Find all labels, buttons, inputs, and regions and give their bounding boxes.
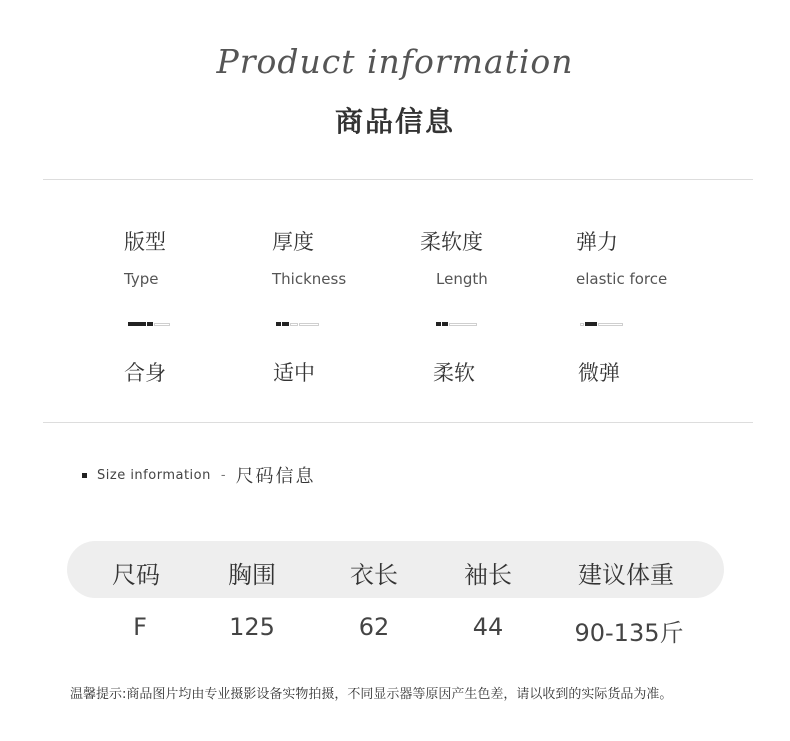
attribute-softness-cn-label: 柔软度 bbox=[420, 230, 483, 254]
bullet-square-icon bbox=[82, 473, 87, 478]
elasticity-gauge bbox=[580, 321, 624, 327]
color-difference-note: 温馨提示:商品图片均由专业摄影设备实物拍摄，不同显示器等原因产生色差，请以收到的实际货品为准。 bbox=[70, 687, 673, 702]
thickness-gauge-fill bbox=[276, 322, 281, 326]
attribute-thickness-cn-label: 厚度 bbox=[272, 230, 314, 254]
attribute-thickness-value: 适中 bbox=[273, 361, 315, 385]
size-information-heading bbox=[82, 462, 316, 488]
softness-gauge-empty bbox=[449, 323, 477, 326]
attribute-elasticity-en-label: elastic force bbox=[576, 270, 668, 288]
type-gauge-fill bbox=[147, 322, 153, 326]
attribute-softness-en-label: Length bbox=[436, 270, 488, 288]
size-table-cell-sleeve: 44 bbox=[472, 613, 504, 641]
type-gauge bbox=[128, 321, 172, 327]
size-table-header-weight: 建议体重 bbox=[578, 561, 674, 589]
product-information-script-title: Product information bbox=[216, 42, 574, 81]
size-table-cell-length: 62 bbox=[358, 613, 390, 641]
top-divider bbox=[43, 179, 753, 180]
product-information-cn-title: 商品信息 bbox=[334, 105, 455, 138]
attribute-thickness bbox=[272, 226, 442, 288]
attribute-elasticity-value: 微弹 bbox=[578, 361, 620, 385]
size-table-cell-weight: 90-135斤 bbox=[574, 619, 684, 647]
attribute-softness-value: 柔软 bbox=[433, 361, 475, 385]
thickness-gauge-empty bbox=[290, 323, 298, 326]
size-information-cn-label: 尺码信息 bbox=[235, 466, 316, 487]
type-gauge-fill bbox=[128, 322, 146, 326]
size-table-header-sleeve: 袖长 bbox=[464, 561, 512, 589]
attribute-type-value: 合身 bbox=[124, 361, 166, 385]
elasticity-gauge-empty bbox=[580, 323, 584, 326]
thickness-gauge bbox=[276, 321, 320, 327]
size-table-cell-size: F bbox=[133, 613, 147, 641]
elasticity-gauge-empty bbox=[598, 323, 623, 326]
size-information-separator: - bbox=[220, 467, 226, 483]
elasticity-gauge-fill bbox=[585, 322, 597, 326]
size-table-cell-chest: 125 bbox=[229, 613, 275, 641]
size-table-header-chest: 胸围 bbox=[228, 561, 276, 589]
attribute-elasticity-cn-label: 弹力 bbox=[576, 230, 618, 254]
attribute-type-en-label: Type bbox=[124, 270, 159, 288]
softness-gauge-fill bbox=[442, 322, 448, 326]
size-table-header-length: 衣长 bbox=[350, 561, 398, 589]
size-information-en-label: Size information bbox=[97, 467, 211, 483]
softness-gauge bbox=[436, 321, 480, 327]
type-gauge-empty bbox=[154, 323, 170, 326]
size-table-header-size: 尺码 bbox=[112, 561, 160, 589]
thickness-gauge-empty bbox=[299, 323, 319, 326]
attribute-softness bbox=[420, 226, 590, 288]
softness-gauge-fill bbox=[436, 322, 441, 326]
attribute-type-cn-label: 版型 bbox=[124, 230, 166, 254]
thickness-gauge-fill bbox=[282, 322, 289, 326]
attribute-thickness-en-label: Thickness bbox=[272, 270, 347, 288]
attribute-type bbox=[124, 226, 294, 288]
attribute-elasticity bbox=[576, 226, 746, 288]
middle-divider bbox=[43, 422, 753, 423]
